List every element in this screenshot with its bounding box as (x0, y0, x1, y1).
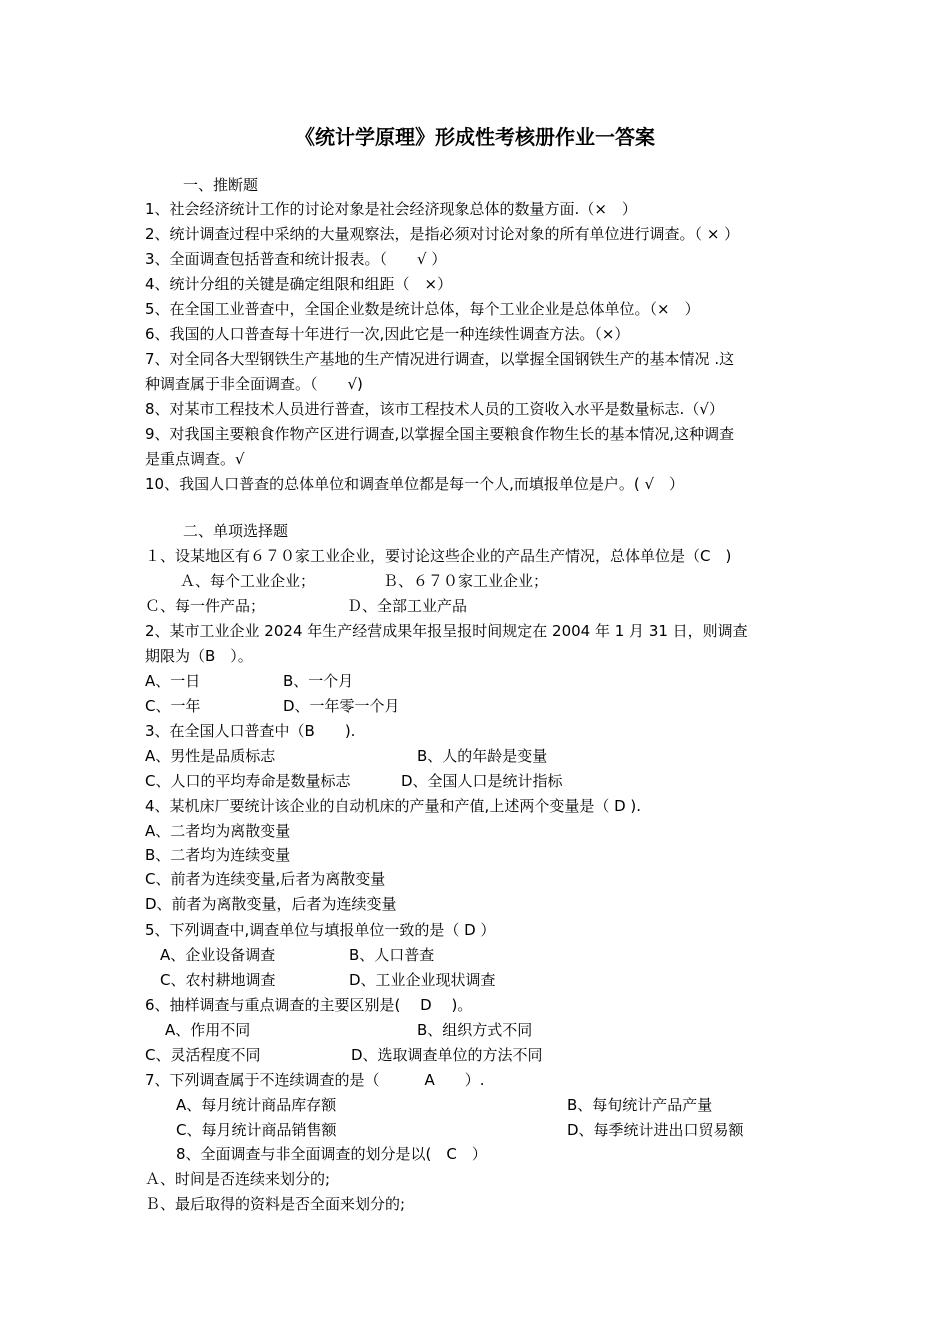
judgment-item-2: 2、统计调查过程中采纳的大量观察法，是指必须对讨论对象的所有单位进行调查。（ × ） (145, 225, 740, 243)
choice-q5-option-b: B、人口普查 (349, 946, 435, 964)
judgment-item-10: 10、我国人口普查的总体单位和调查单位都是每一个人,而填报单位是户。( √ ） (145, 475, 685, 493)
choice-q7-option-b: B、每旬统计产品产量 (567, 1096, 713, 1114)
choice-q3-option-a: A、男性是品质标志 (145, 747, 276, 765)
choice-q8: 8、全面调查与非全面调查的划分是以( C ） (176, 1145, 487, 1163)
judgment-item-3: 3、全面调查包括普查和统计报表。（ √ ） (145, 250, 447, 268)
choice-q6-option-c: C、灵活程度不同 (145, 1046, 261, 1064)
choice-q8-option-a: Ａ、时间是否连续来划分的; (145, 1170, 331, 1188)
judgment-item-1: 1、社会经济统计工作的讨论对象是社会经济现象总体的数量方面.（× ） (145, 200, 637, 218)
choice-q7-option-c: C、每月统计商品销售额 (176, 1121, 337, 1139)
choice-q4-option-c: C、前者为连续变量,后者为离散变量 (145, 870, 386, 888)
choice-q3-option-b: B、人的年龄是变量 (417, 747, 548, 765)
choice-q2-cont: 期限为（B ）。 (145, 647, 253, 665)
choice-q4-option-d: D、前者为离散变量，后者为连续变量 (145, 895, 397, 913)
choice-q5-option-a: A、企业设备调查 (160, 946, 276, 964)
judgment-item-7-cont: 种调查属于非全面调查。（ √) (145, 375, 363, 393)
choice-q7: 7、下列调查属于不连续调查的是（ A ）. (145, 1071, 485, 1089)
choice-q5-option-d: D、工业企业现状调查 (349, 971, 496, 989)
choice-q4-option-a: A、二者均为离散变量 (145, 822, 291, 840)
choice-q2: 2、某市工业企业 2024 年生产经营成果年报呈报时间规定在 2004 年 1 月 31 日，则调查 (145, 622, 748, 640)
choice-q2-option-c: C、一年 (145, 697, 201, 715)
choice-q8-option-b: Ｂ、最后取得的资料是否全面来划分的; (145, 1195, 406, 1213)
judgment-item-4: 4、统计分组的关键是确定组限和组距（ ×） (145, 275, 453, 293)
choice-q1-option-c: Ｃ、每一件产品； (145, 597, 266, 615)
choice-q6: 6、抽样调查与重点调查的主要区别是( D )。 (145, 996, 473, 1014)
choice-q5: 5、下列调查中,调查单位与填报单位一致的是（ D ） (145, 921, 496, 939)
choice-q5-option-c: C、农村耕地调查 (160, 971, 276, 989)
choice-q3: 3、在全国人口普查中（B ). (145, 722, 356, 740)
document-title: 《统计学原理》形成性考核册作业一答案 (295, 125, 655, 149)
choice-q2-option-a: A、一日 (145, 672, 201, 690)
judgment-item-9: 9、对我国主要粮食作物产区进行调查,以掌握全国主要粮食作物生长的基本情况,这种调查 (145, 425, 735, 443)
judgment-item-7: 7、对全同各大型钢铁生产基地的生产情况进行调查，以掌握全国钢铁生产的基本情况 .这 (145, 350, 735, 368)
judgment-item-5: 5、在全国工业普查中，全国企业数是统计总体，每个工业企业是总体单位。（× ） (145, 300, 700, 318)
choice-q6-option-a: A、作用不同 (165, 1021, 251, 1039)
choice-q1: １、设某地区有６７０家工业企业，要讨论这些企业的产品生产情况，总体单位是（C ) (145, 547, 732, 565)
section-heading-judgment: 一、推断题 (183, 176, 259, 194)
choice-q3-option-d: D、全国人口是统计指标 (401, 772, 563, 790)
choice-q7-option-a: A、每月统计商品库存额 (176, 1096, 337, 1114)
choice-q7-option-d: D、每季统计进出口贸易额 (567, 1121, 744, 1139)
judgment-item-6: 6、我国的人口普查每十年进行一次,因此它是一种连续性调查方法。（×） (145, 325, 630, 343)
choice-q3-option-c: C、人口的平均寿命是数量标志 (145, 772, 351, 790)
judgment-item-8: 8、对某市工程技术人员进行普查，该市工程技术人员的工资收入水平是数量标志.（√） (145, 400, 724, 418)
choice-q2-option-b: B、一个月 (283, 672, 354, 690)
choice-q6-option-d: D、选取调查单位的方法不同 (351, 1046, 543, 1064)
choice-q1-option-d: Ｄ、全部工业产品 (347, 597, 468, 615)
choice-q4-option-b: B、二者均为连续变量 (145, 846, 291, 864)
choice-q1-option-a: Ａ、每个工业企业； (180, 572, 316, 590)
choice-q4: 4、某机床厂要统计该企业的自动机床的产量和产值,上述两个变量是（ D ). (145, 797, 642, 815)
choice-q6-option-b: B、组织方式不同 (417, 1021, 533, 1039)
choice-q1-option-b: Ｂ、６７０家工业企业； (383, 572, 549, 590)
section-heading-choice: 二、单项选择题 (183, 522, 289, 540)
judgment-item-9-cont: 是重点调查。√ (145, 450, 245, 468)
choice-q2-option-d: D、一年零一个月 (283, 697, 400, 715)
